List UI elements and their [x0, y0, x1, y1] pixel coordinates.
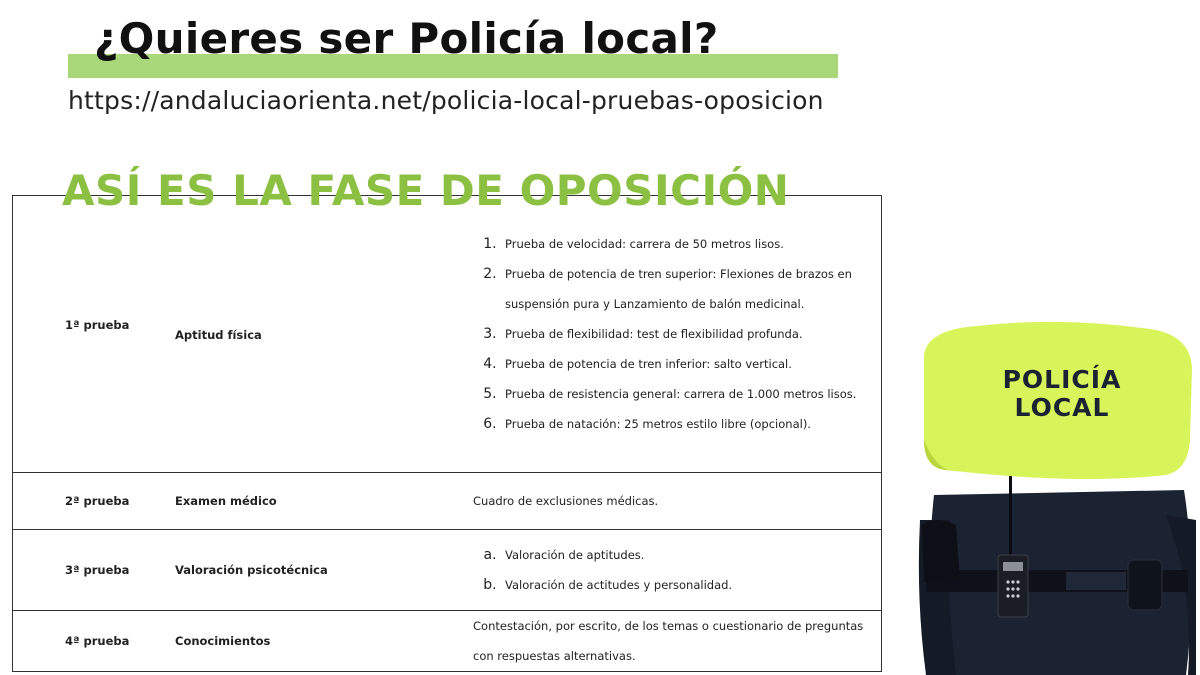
source-url: https://andaluciaorienta.net/policia-local-pruebas-oposicion: [68, 86, 824, 115]
page-title: ¿Quieres ser Policía local?: [94, 14, 719, 63]
prueba-list: [473, 229, 881, 439]
vest-label-line2: LOCAL: [1014, 393, 1110, 422]
oposicion-table: [12, 195, 882, 672]
table-row: [13, 611, 882, 672]
header: [68, 14, 719, 63]
prueba-name: Valoración psicotécnica: [175, 530, 465, 611]
prueba-number: 4ª prueba: [13, 611, 176, 672]
prueba-description: Contestación, por escrito, de los temas o cuestionario de preguntas con respuestas alternativas.: [465, 611, 882, 672]
prueba-description: Cuadro de exclusiones médicas.: [465, 473, 882, 530]
prueba-number: 1ª prueba: [65, 318, 130, 332]
vest-label-line1: POLICÍA: [1002, 365, 1122, 394]
prueba-number: 2ª prueba: [13, 473, 176, 530]
list-item: b. Valoración de actitudes y personalidad.: [501, 570, 881, 600]
list-item: 3. Prueba de flexibilidad: test de flexibilidad profunda.: [501, 319, 881, 349]
list-item: a. Valoración de aptitudes.: [501, 540, 881, 570]
list-item: 4. Prueba de potencia de tren inferior: salto vertical.: [501, 349, 881, 379]
table-row: [13, 473, 882, 530]
radio-antenna: [1009, 468, 1012, 558]
prueba-number: 3ª prueba: [13, 530, 176, 611]
list-item: 1. Prueba de velocidad: carrera de 50 metros lisos.: [501, 229, 881, 259]
prueba-name: Conocimientos: [175, 611, 465, 672]
list-item: 5. Prueba de resistencia general: carrera de 1.000 metros lisos.: [501, 379, 881, 409]
prueba-name: Aptitud física: [175, 328, 262, 342]
belt-pouch: [1128, 560, 1162, 610]
table-row: [13, 196, 882, 473]
prueba-list: [473, 540, 881, 600]
police-officer-illustration: [916, 320, 1196, 675]
list-item: 6. Prueba de natación: 25 metros estilo libre (opcional).: [501, 409, 881, 439]
radio-icon: [998, 555, 1028, 617]
list-item: 2. Prueba de potencia de tren superior: Flexiones de brazos en suspensión pura y Lanzamiento de balón medicinal.: [501, 259, 881, 319]
prueba-name: Examen médico: [175, 473, 465, 530]
table-row: [13, 530, 882, 611]
section-title: ASÍ ES LA FASE DE OPOSICIÓN: [62, 166, 790, 215]
